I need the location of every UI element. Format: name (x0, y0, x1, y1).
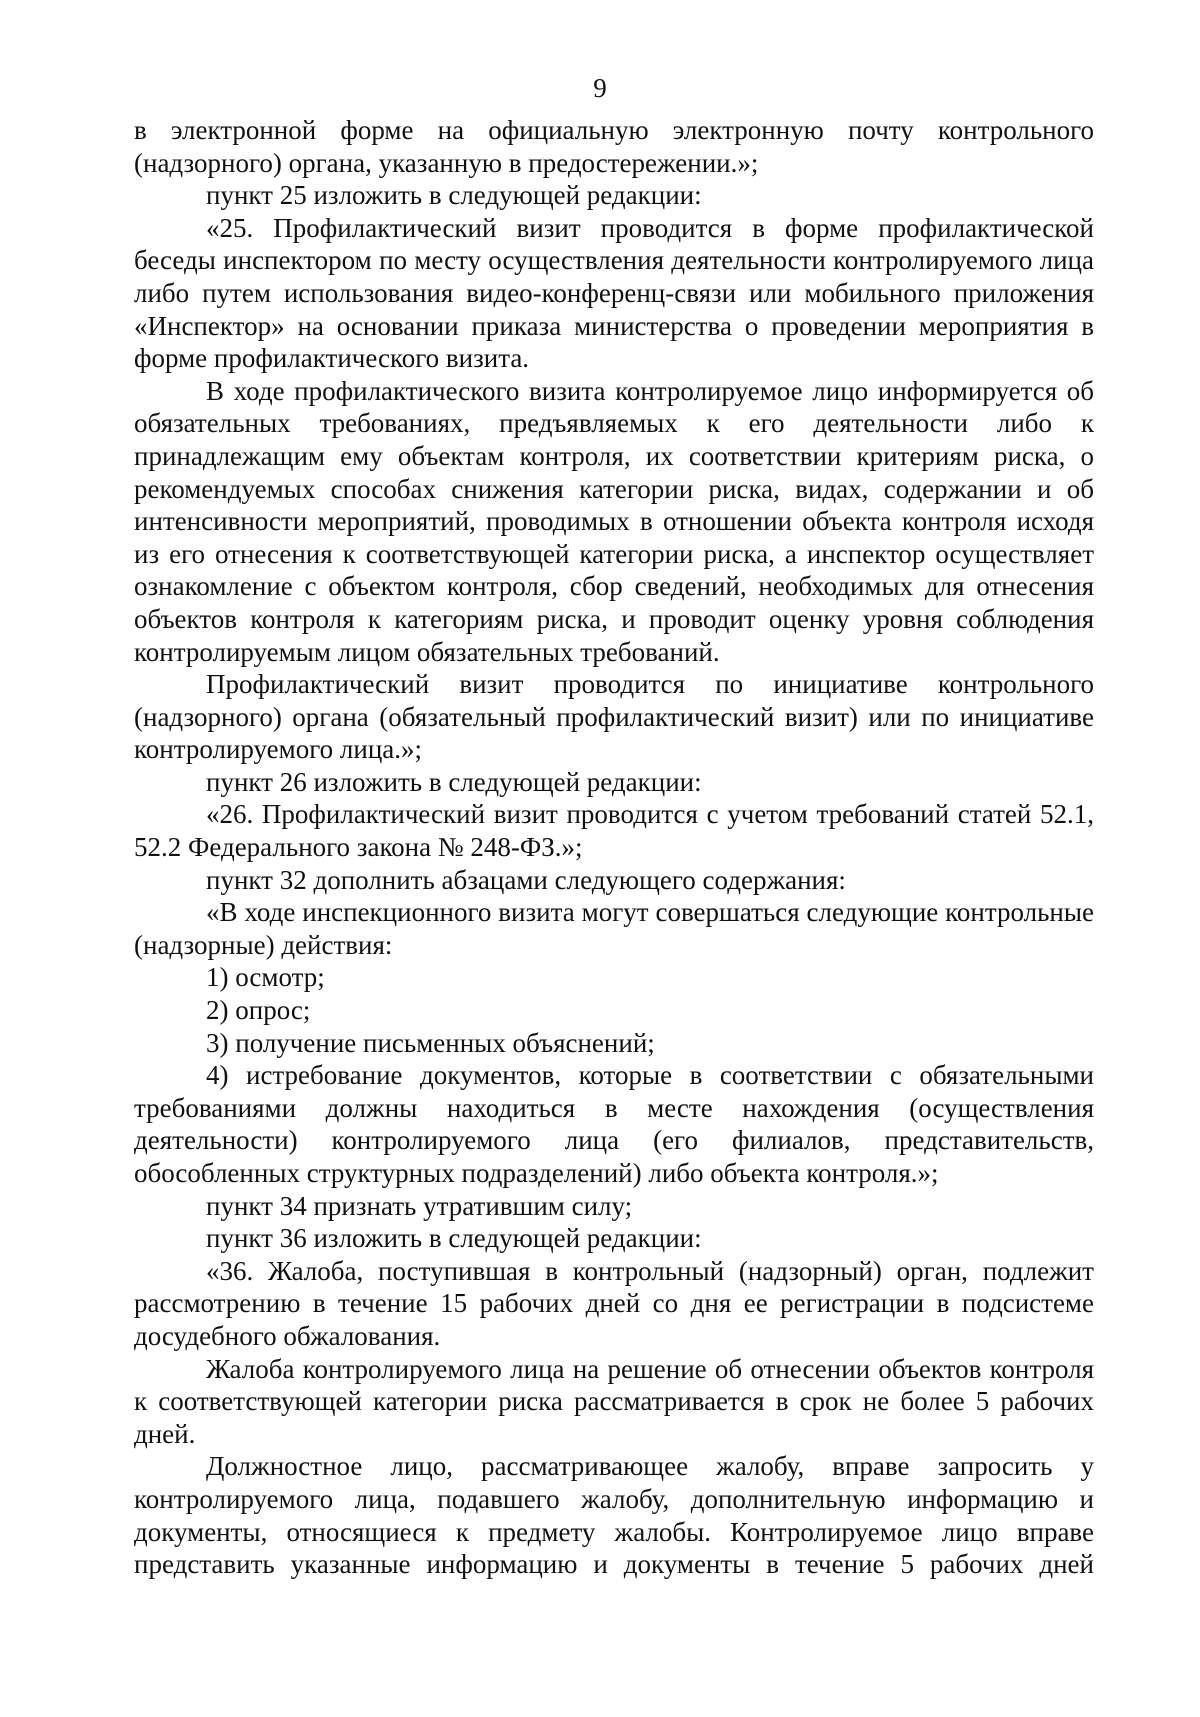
paragraph: «36. Жалоба, поступившая в контрольный (надзорный) орган, подлежит рассмотрению в течение 15 рабочих дней со дня ее регистрации в подсистеме досудебного обжалования. (134, 1255, 1094, 1351)
paragraph: пункт 26 изложить в следующей редакции: (206, 766, 702, 797)
paragraph: в электронной форме на официальную электронную почту контрольного (надзорного) органа, указанную в предостережении.»; (134, 115, 1094, 178)
list-item: 2) опрос; (206, 995, 311, 1026)
paragraph: «25. Профилактический визит проводится в форме профилактической беседы инспектором по месту осуществления деятельности контролируемого лица либо путем использования видео-конференц-связи или мобильного приложения «Инспектор» на основании приказа министерства о проведении мероприятия в форме профилактического визита. (134, 212, 1094, 374)
document-body (134, 114, 1094, 1581)
list-item: 1) осмотр; (206, 962, 325, 993)
page-number: 9 (593, 73, 607, 103)
paragraph: Жалоба контролируемого лица на решение об отнесении объектов контроля к соответствующей категории риска рассматривается в срок не более 5 рабочих дней. (134, 1353, 1094, 1449)
paragraph: пункт 25 изложить в следующей редакции: (206, 180, 702, 211)
paragraph: Профилактический визит проводится по инициативе контрольного (надзорного) органа (обязательный профилактический визит) или по инициативе контролируемого лица.»; (134, 669, 1094, 765)
paragraph: пункт 32 дополнить абзацами следующего содержания: (206, 864, 846, 895)
paragraph: пункт 36 изложить в следующей редакции: (206, 1223, 702, 1254)
list-item: 3) получение письменных объяснений; (206, 1027, 655, 1058)
paragraph: «26. Профилактический визит проводится с учетом требований статей 52.1, 52.2 Федерального закона № 248-ФЗ.»; (134, 799, 1094, 863)
paragraph: В ходе профилактического визита контролируемое лицо информируется об обязательных требованиях, предъявляемых к его деятельности либо к принадлежащим ему объектам контроля, их соответствии критериям риска, о рекомендуемых способах снижения категории риска, видах, содержании и об интенсивности мероприятий, проводимых в отношении объекта контроля исходя из его отнесения к соответствующей категории риска, а инспектор осуществляет ознакомление с объектом контроля, сбор сведений, необходимых для отнесения объектов контроля к категориям риска, и проводит оценку уровня соблюдения контролируемым лицом обязательных требований. (134, 375, 1094, 667)
paragraph: «В ходе инспекционного визита могут совершаться следующие контрольные (надзорные) действия: (134, 897, 1094, 960)
paragraph: пункт 34 признать утратившим силу; (206, 1190, 633, 1221)
paragraph: Должностное лицо, рассматривающее жалобу, вправе запросить у контролируемого лица, подавшего жалобу, дополнительную информацию и документы, относящиеся к предмету жалобы. Контролируемое лицо вправе представить указанные информацию и документы в течение 5 рабочих дней (134, 1451, 1094, 1580)
list-item: 4) истребование документов, которые в соответствии с обязательными требованиями должны находиться в месте нахождения (осуществления деятельности) контролируемого лица (его филиалов, представительств, обособленных структурных подразделений) либо объекта контроля.»; (134, 1060, 1094, 1188)
